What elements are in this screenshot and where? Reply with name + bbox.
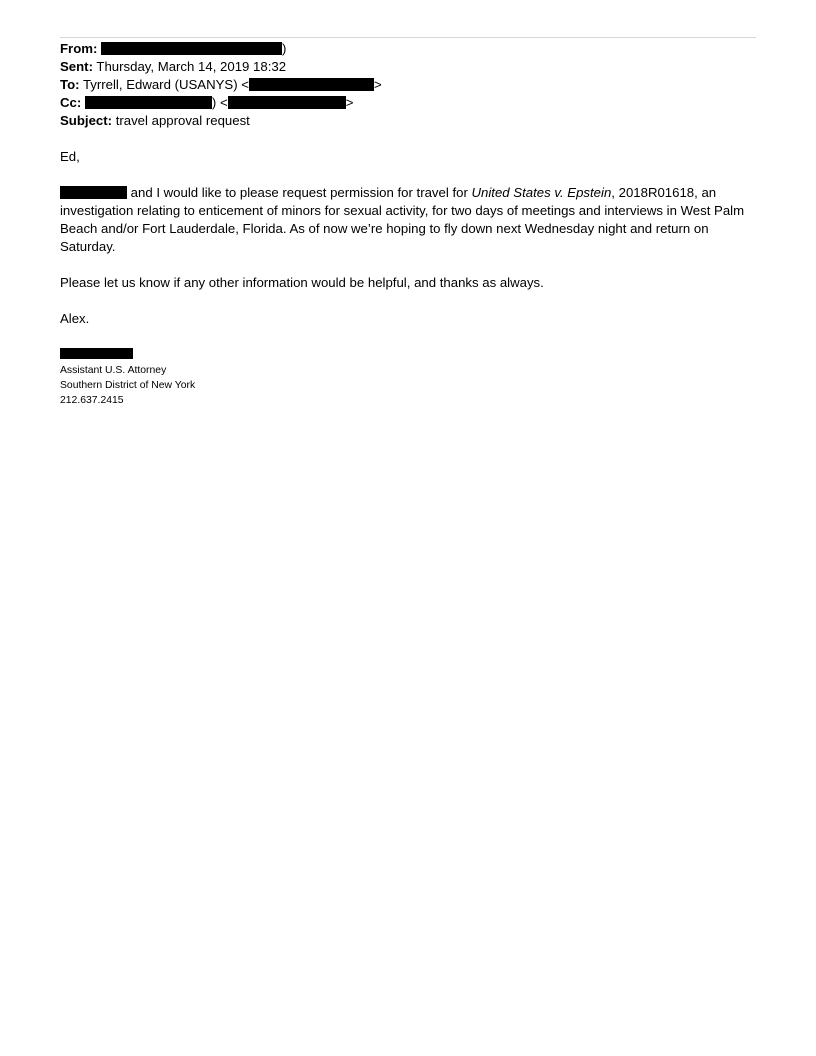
redaction-box [101, 42, 282, 55]
signature-name [60, 348, 195, 363]
cc-mid: ) < [211, 95, 228, 110]
redaction-box [85, 96, 212, 109]
subject-label: Subject: [60, 113, 113, 128]
cc-label: Cc: [60, 95, 82, 110]
from-line [60, 40, 756, 58]
email-body [60, 148, 756, 346]
from-suffix: ) [282, 41, 287, 56]
subject-line [60, 112, 756, 130]
case-name: United States v. Epstein [471, 185, 612, 200]
to-label: To: [60, 77, 80, 92]
sent-line [60, 58, 756, 76]
header-divider [60, 37, 756, 38]
sent-label: Sent: [60, 59, 93, 74]
p1-text-end: , 2018R01618, an investigation relating to enticement of minors for sexual activity, for two days of meetings and interviews in West Palm Beach and/or Fort Lauderdale, Florida. As of now we’re hoping to fly down next Wednesday night and return on Saturday. [60, 185, 745, 254]
cc-line [60, 94, 756, 112]
request-paragraph [60, 184, 756, 256]
cc-suffix: > [345, 95, 354, 110]
redaction-box [60, 348, 133, 359]
signature-title: Assistant U.S. Attorney [60, 365, 167, 376]
sent-value: Thursday, March 14, 2019 18:32 [96, 59, 287, 74]
email-header [60, 40, 756, 130]
to-line [60, 76, 756, 94]
followup-paragraph: Please let us know if any other information would be helpful, and thanks as always. [60, 275, 544, 290]
signature-block [60, 348, 195, 408]
greeting: Ed, [60, 149, 80, 164]
p1-text-start: and I would like to please request permission for travel for [127, 185, 472, 200]
redaction-box [60, 186, 127, 199]
signature-office: Southern District of New York [60, 380, 196, 391]
from-label: From: [60, 41, 98, 56]
subject-value: travel approval request [115, 113, 250, 128]
signature-phone: 212.637.2415 [60, 395, 124, 406]
redaction-box [228, 96, 346, 109]
to-suffix: > [373, 77, 382, 92]
to-value: Tyrrell, Edward (USANYS) < [82, 77, 249, 92]
closing: Alex. [60, 311, 90, 326]
redaction-box [249, 78, 374, 91]
